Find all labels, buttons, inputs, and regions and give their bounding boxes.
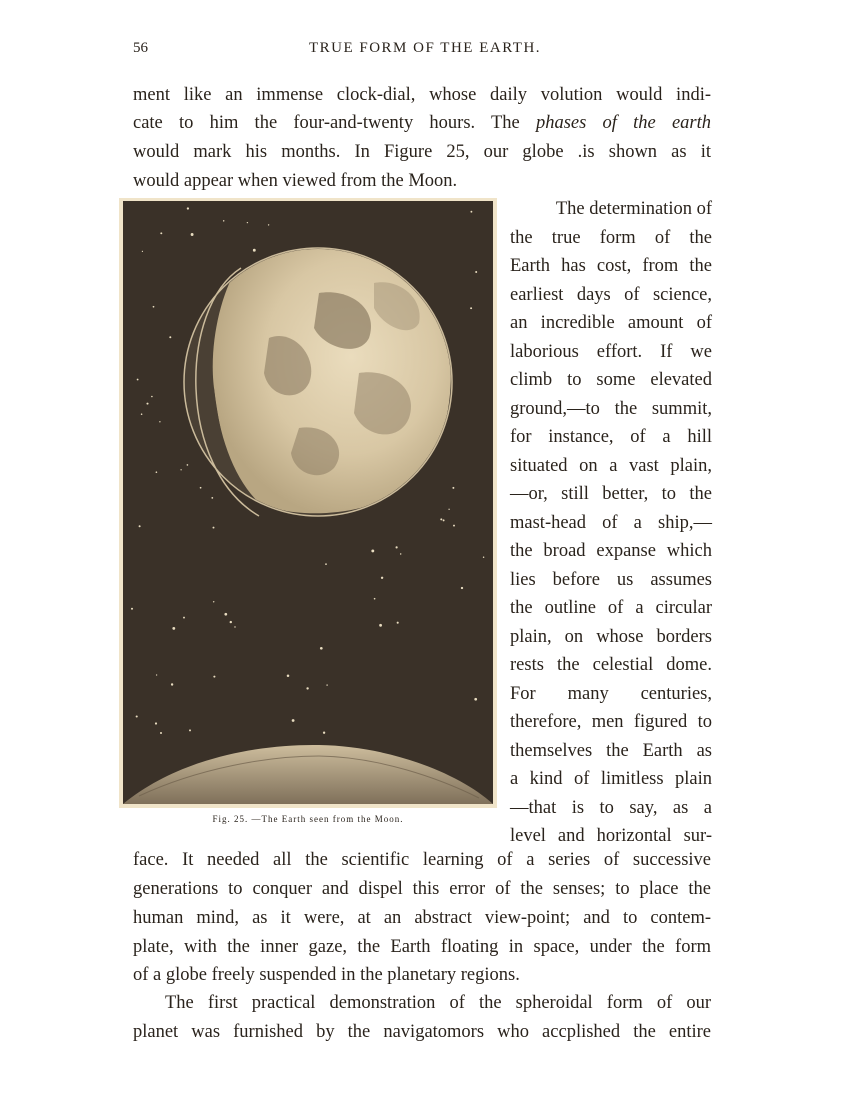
star (374, 598, 376, 600)
star (397, 622, 399, 624)
star (461, 587, 463, 589)
star (247, 222, 248, 223)
side-text-line: earliest days of science, (510, 284, 712, 305)
star (159, 421, 160, 422)
star (268, 224, 269, 225)
star (443, 519, 445, 521)
side-text-line: laborious effort. If we (510, 341, 712, 362)
star (448, 509, 449, 510)
star (453, 525, 455, 527)
page-number: 56 (133, 40, 148, 56)
star (211, 497, 213, 499)
star (381, 577, 383, 579)
side-text-line: mast-head of a ship,— (510, 512, 712, 533)
text-line: would appear when viewed from the Moon. (133, 171, 458, 191)
star (306, 687, 308, 689)
side-text-line: —that is to say, as a (510, 797, 712, 818)
star (325, 563, 327, 565)
side-text-line: the true form of the (510, 227, 712, 248)
side-text-line: The determination of (555, 199, 712, 219)
star (213, 601, 214, 602)
star (136, 715, 138, 717)
text-line: human mind, as it were, at an abstract view-point; and to contem- (133, 908, 711, 928)
text-line: ment like an immense clock-dial, whose daily volution would indi- (133, 85, 711, 105)
star (234, 626, 235, 627)
star (169, 336, 171, 338)
side-text-line: Earth has cost, from the (510, 256, 712, 276)
star (141, 413, 143, 415)
star (213, 527, 215, 529)
star (156, 674, 157, 675)
side-text-line: level and horizontal sur- (510, 826, 712, 846)
text-line: of a globe freely suspended in the planetary regions. (133, 965, 520, 985)
side-text-line: rests the celestial dome. (510, 655, 712, 675)
star (160, 732, 162, 734)
side-text-line: the outline of a circular (510, 598, 712, 618)
star (131, 608, 133, 610)
star (326, 684, 327, 685)
side-text-line: For many centuries, (510, 683, 712, 704)
star (292, 719, 295, 722)
figure-earth-from-moon (119, 198, 497, 808)
star (172, 627, 175, 630)
star (200, 487, 202, 489)
side-text-line: for instance, of a hill (510, 427, 712, 447)
star (475, 271, 477, 273)
star (224, 613, 227, 616)
star (183, 617, 185, 619)
side-text-line: a kind of limitless plain (510, 769, 712, 789)
star (171, 683, 173, 685)
star (151, 396, 153, 398)
side-text-line: themselves the Earth as (510, 740, 712, 761)
star (371, 549, 374, 552)
star (213, 676, 215, 678)
star (155, 722, 157, 724)
side-text-line: an incredible amount of (510, 313, 712, 333)
side-text-line: therefore, men figured to (510, 712, 712, 732)
star (160, 232, 162, 234)
text-line: face. It needed all the scientific learning of a series of successive (133, 850, 711, 870)
engraving-illustration (119, 198, 497, 808)
side-text-line: lies before us assumes (510, 569, 712, 590)
star (137, 379, 139, 381)
paragraph-2-line: The first practical demonstration of the spheroidal form of our (165, 993, 711, 1013)
star (452, 487, 454, 489)
side-text-line: situated on a vast plain, (510, 455, 712, 476)
text-line: generations to conquer and dispel this error of the senses; to place the (133, 879, 711, 899)
side-text-line: climb to some elevated (510, 370, 712, 390)
star (142, 251, 143, 252)
side-text-line: —or, still better, to the (510, 484, 712, 504)
star (287, 674, 290, 677)
text-line (133, 112, 711, 134)
text-span: cate to him the four-and-twenty hours. The (133, 113, 536, 133)
star (483, 556, 484, 557)
side-text-line: ground,—to the summit, (510, 398, 712, 419)
side-text-line: plain, on whose borders (510, 626, 712, 647)
star (187, 464, 189, 466)
running-title: TRUE FORM OF THE EARTH. (308, 40, 542, 56)
star (180, 469, 181, 470)
star (230, 621, 232, 623)
star (139, 525, 141, 527)
star (191, 233, 194, 236)
star (320, 647, 323, 650)
star (396, 546, 398, 548)
emphasis-phases-of-earth: phases of the earth (535, 113, 712, 133)
star (400, 553, 401, 554)
side-text-line: the broad expanse which (510, 541, 712, 561)
figure-caption: Fig. 25. —The Earth seen from the Moon. (212, 814, 404, 824)
star (253, 249, 256, 252)
page-header (0, 40, 850, 60)
star (156, 471, 158, 473)
star (440, 518, 442, 520)
star (187, 207, 189, 209)
paragraph-2-line: planet was furnished by the navigatomors who accplished the entire (133, 1022, 711, 1042)
star (146, 403, 148, 405)
star (470, 211, 472, 213)
star (223, 220, 224, 221)
star (153, 306, 155, 308)
text-line: plate, with the inner gaze, the Earth floating in space, under the form (133, 937, 711, 957)
star (189, 729, 191, 731)
star (379, 624, 382, 627)
star (474, 698, 477, 701)
text-line: would mark his months. In Figure 25, our globe .is shown as it (133, 142, 711, 162)
star (470, 307, 472, 309)
star (323, 732, 325, 734)
